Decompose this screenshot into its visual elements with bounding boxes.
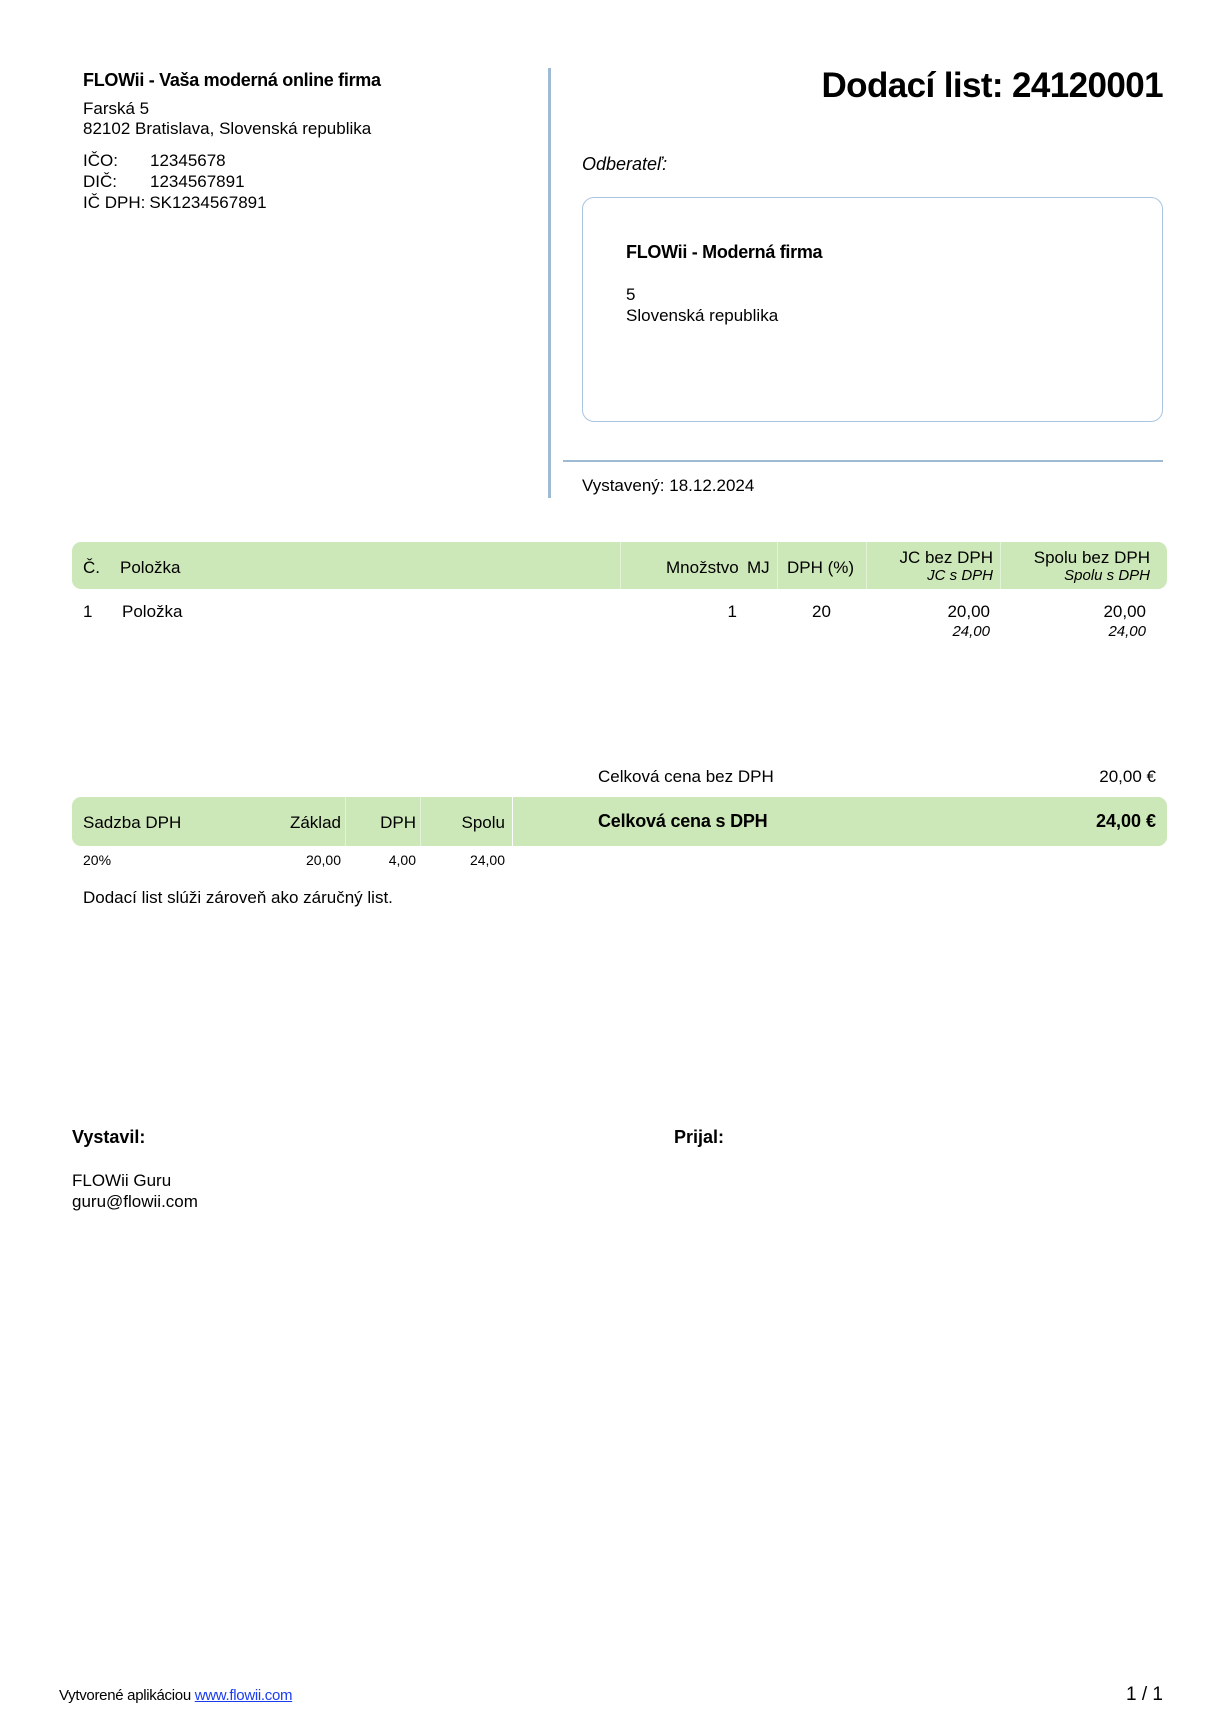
col-no-header: Č.	[83, 558, 100, 577]
vat-row-base: 20,00	[305, 852, 341, 868]
supplier-city: 82102 Bratislava, Slovenská republika	[83, 119, 372, 138]
received-by-label: Prijal:	[674, 1127, 725, 1147]
issued-by-label: Vystavil:	[72, 1127, 146, 1147]
col-unit-price-header: JC bez DPH	[899, 548, 993, 567]
document-title: Dodací list: 24120001	[821, 66, 1163, 105]
col-unit-header: MJ	[747, 558, 770, 577]
gross-total-value: 24,00 €	[1095, 811, 1156, 831]
horizontal-divider	[563, 460, 1163, 462]
supplier-ico-row	[83, 151, 226, 171]
page-number: 1 / 1	[1126, 1684, 1163, 1705]
vat-separator	[512, 797, 513, 846]
supplier-street: Farská 5	[83, 99, 150, 118]
dic-value: 1234567891	[150, 172, 245, 191]
supplier-dic-row	[83, 172, 245, 192]
supplier-icdph-row	[83, 193, 267, 213]
ico-value: 12345678	[150, 151, 226, 170]
row-qty: 1	[727, 602, 737, 621]
header-separator	[620, 542, 621, 589]
warranty-note: Dodací list slúži zároveň ako záručný list.	[83, 888, 393, 907]
col-qty-header: Množstvo	[666, 558, 739, 577]
issued-by-name: FLOWii Guru	[72, 1171, 172, 1190]
row-total-vat: 24,00	[1108, 623, 1146, 640]
header-separator	[866, 542, 867, 589]
customer-line1: 5	[626, 285, 636, 304]
issued-date: Vystavený: 18.12.2024	[582, 476, 755, 495]
header-separator	[777, 542, 778, 589]
row-unit-price-vat: 24,00	[952, 623, 990, 640]
header-separator	[1000, 542, 1001, 589]
vat-row-vat: 4,00	[388, 852, 416, 868]
footer-created-text: Vytvorené aplikáciou	[59, 1687, 195, 1704]
row-total: 20,00	[1103, 602, 1146, 621]
row-no: 1	[83, 602, 93, 621]
vat-separator	[420, 797, 421, 846]
customer-name: FLOWii - Moderná firma	[626, 242, 823, 262]
customer-label: Odberateľ:	[582, 154, 668, 174]
footer-link[interactable]: www.flowii.com	[194, 1687, 293, 1704]
net-total-value: 20,00 €	[1099, 767, 1156, 786]
vat-row-rate: 20%	[83, 852, 112, 868]
net-total-label: Celková cena bez DPH	[598, 767, 774, 786]
vat-row-total: 24,00	[469, 852, 505, 868]
dic-label: DIČ:	[83, 172, 117, 191]
icdph-label: IČ DPH:	[83, 193, 146, 212]
col-vat-header: DPH (%)	[787, 558, 855, 577]
vat-total-header: Spolu	[461, 813, 505, 832]
vat-vat-header: DPH	[380, 813, 416, 832]
vat-base-header: Základ	[289, 813, 341, 832]
vertical-divider	[548, 68, 551, 498]
col-unit-price-vat-header: JC s DPH	[927, 567, 993, 584]
icdph-value: SK1234567891	[149, 193, 267, 212]
gross-total-label: Celková cena s DPH	[598, 811, 768, 831]
col-total-vat-header: Spolu s DPH	[1064, 567, 1150, 584]
row-vat: 20	[812, 602, 831, 621]
col-total-header: Spolu bez DPH	[1033, 548, 1150, 567]
issued-by-email: guru@flowii.com	[72, 1192, 198, 1211]
vat-rate-header: Sadzba DPH	[83, 813, 182, 832]
customer-line2: Slovenská republika	[626, 306, 779, 325]
col-item-header: Položka	[120, 558, 181, 577]
supplier-name: FLOWii - Vaša moderná online firma	[83, 70, 381, 90]
ico-label: IČO:	[83, 151, 118, 170]
row-item: Položka	[122, 602, 183, 621]
row-unit-price: 20,00	[947, 602, 990, 621]
footer-created-by	[59, 1687, 292, 1704]
vat-separator	[345, 797, 346, 846]
